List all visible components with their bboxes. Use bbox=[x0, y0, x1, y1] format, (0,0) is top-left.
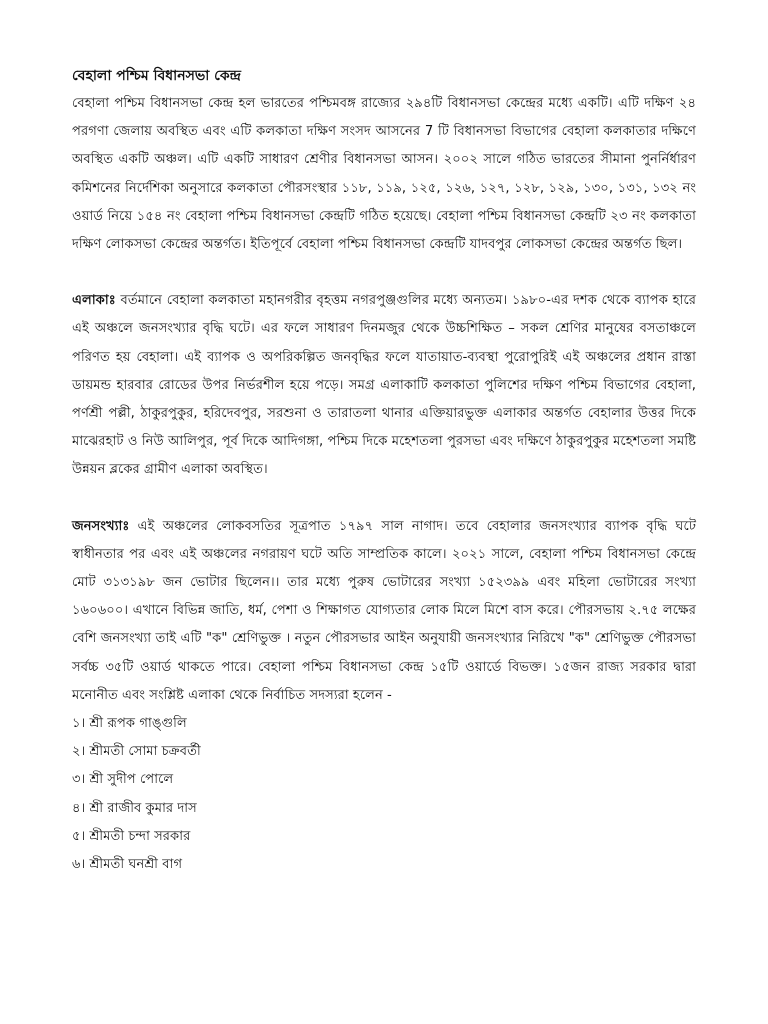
document-title: বেহালা পশ্চিম বিধানসভা কেন্দ্র bbox=[72, 68, 241, 84]
members-list bbox=[72, 710, 696, 879]
list-item: ৪। শ্রী রাজীব কুমার দাস bbox=[72, 800, 197, 816]
population-text: এই অঞ্চলের লোকবসতির সূত্রপাত ১৭৯৭ সাল নাগাদ। তবে বেহালার জনসংখ্যার ব্যাপক বৃদ্ধি ঘটে স্বাধীনতার পর এবং এই অঞ্চলের নগরায়ণ ঘটে অতি সাম্প্রতিক কালে। ২০২১ সালে, বেহালা পশ্চিম বিধানসভা কেন্দ্রে মোট ৩১৩১৯৮ জন ভোটার ছিলেন।। তার মধ্যে পুরুষ ভোটারের সংখ্যা ১৫২৩৯৯ এবং মহিলা ভোটারের সংখ্যা ১৬০৬০০। এখানে বিভিন্ন জাতি, ধর্ম, পেশা ও শিক্ষাগত যোগ্যতার লোক মিলে মিশে বাস করে। পৌরসভায় ২.৭৫ লক্ষের বেশি জনসংখ্যা তাই এটি "ক" শ্রেণিভুক্ত । নতুন পৌরসভার আইন অনুযায়ী জনসংখ্যার নিরিখে "ক" শ্রেণিভুক্ত পৌরসভা সর্বচ্চ ৩৫টি ওয়ার্ড থাকতে পারে। বেহালা পশ্চিম বিধানসভা কেন্দ্র ১৫টি ওয়ার্ডে বিভক্ত। ১৫জন রাজ্য সরকার দ্বারা মনোনীত এবং সংশ্লিষ্ট এলাকা থেকে নির্বাচিত সদস্যরা হলেন - bbox=[72, 518, 696, 703]
list-item: ২। শ্রীমতী সোমা চক্রবর্তী bbox=[72, 744, 201, 760]
document-page bbox=[72, 62, 696, 879]
population-paragraph bbox=[72, 513, 696, 710]
list-item: ৫। শ্রীমতী চন্দা সরকার bbox=[72, 828, 191, 844]
list-item: ৬। শ্রীমতী ঘনশ্রী বাগ bbox=[72, 857, 183, 873]
intro-paragraph: বেহালা পশ্চিম বিধানসভা কেন্দ্র হল ভারতের পশ্চিমবঙ্গ রাজ্যের ২৯৪টি বিধানসভা কেন্দ্রের মধ্যে একটি। এটি দক্ষিণ ২৪ পরগণা জেলায় অবস্থিত এবং এটি কলকাতা দক্ষিণ সংসদ আসনের 7 টি বিধানসভা বিভাগের বেহালা কলকাতার দক্ষিণে অবস্থিত একটি অঞ্চল। এটি একটি সাধারণ শ্রেণীর বিধানসভা আসন। ২০০২ সালে গঠিত ভারতের সীমানা পুনর্নির্ধারণ কমিশনের নির্দেশিকা অনুসারে কলকাতা পৌরসংস্থার ১১৮, ১১৯, ১২৫, ১২৬, ১২৭, ১২৮, ১২৯, ১৩০, ১৩১, ১৩২ নং ওয়ার্ড নিয়ে ১৫৪ নং বেহালা পশ্চিম বিধানসভা কেন্দ্রটি গঠিত হয়েছে। বেহালা পশ্চিম বিধানসভা কেন্দ্রটি ২৩ নং কলকাতা দক্ষিণ লোকসভা কেন্দ্রের অন্তর্গত। ইতিপূর্বে বেহালা পশ্চিম বিধানসভা কেন্দ্রটি যাদবপুর লোকসভা কেন্দ্রের অন্তর্গত ছিল। bbox=[72, 96, 696, 253]
list-item: ৩। শ্রী সুদীপ পোলে bbox=[72, 772, 174, 788]
list-item: ১। শ্রী রূপক গাঙ্গুলি bbox=[72, 716, 187, 732]
paragraph-spacer bbox=[72, 259, 696, 287]
paragraph-spacer bbox=[72, 485, 696, 513]
area-paragraph bbox=[72, 287, 696, 484]
population-heading: জনসংখ্যাঃ bbox=[72, 518, 130, 534]
area-text: বর্তমানে বেহালা কলকাতা মহানগরীর বৃহত্তম নগরপুঞ্জগুলির মধ্যে অন্যতম। ১৯৮০-এর দশক থেকে ব্যাপক হারে এই অঞ্চলে জনসংখ্যার বৃদ্ধি ঘটে। এর ফলে সাধারণ দিনমজুর থেকে উচ্চশিক্ষিত – সকল শ্রেণির মানুষের বসতাঞ্চলে পরিণত হয় বেহালা। এই ব্যাপক ও অপরিকল্পিত জনবৃদ্ধির ফলে যাতায়াত-ব্যবস্থা পুরোপুরিই এই অঞ্চলের প্রধান রাস্তা ডায়মন্ড হারবার রোডের উপর নির্ভরশীল হয়ে পড়ে। সমগ্র এলাকাটি কলকাতা পুলিশের দক্ষিণ পশ্চিম বিভাগের বেহালা, পর্ণশ্রী পল্লী, ঠাকুরপুকুর, হরিদেবপুর, সরশুনা ও তারাতলা থানার এক্তিয়ারভুক্ত এলাকার অন্তর্গত বেহালার উত্তর দিকে মাঝেরহাট ও নিউ আলিপুর, পূর্ব দিকে আদিগঙ্গা, পশ্চিম দিকে মহেশতলা পুরসভা এবং দক্ষিণে ঠাকুরপুকুর মহেশতলা সমষ্টি উন্নয়ন ব্লকের গ্রামীণ এলাকা অবস্থিত। bbox=[72, 293, 696, 478]
area-heading: এলাকাঃ bbox=[72, 293, 116, 309]
